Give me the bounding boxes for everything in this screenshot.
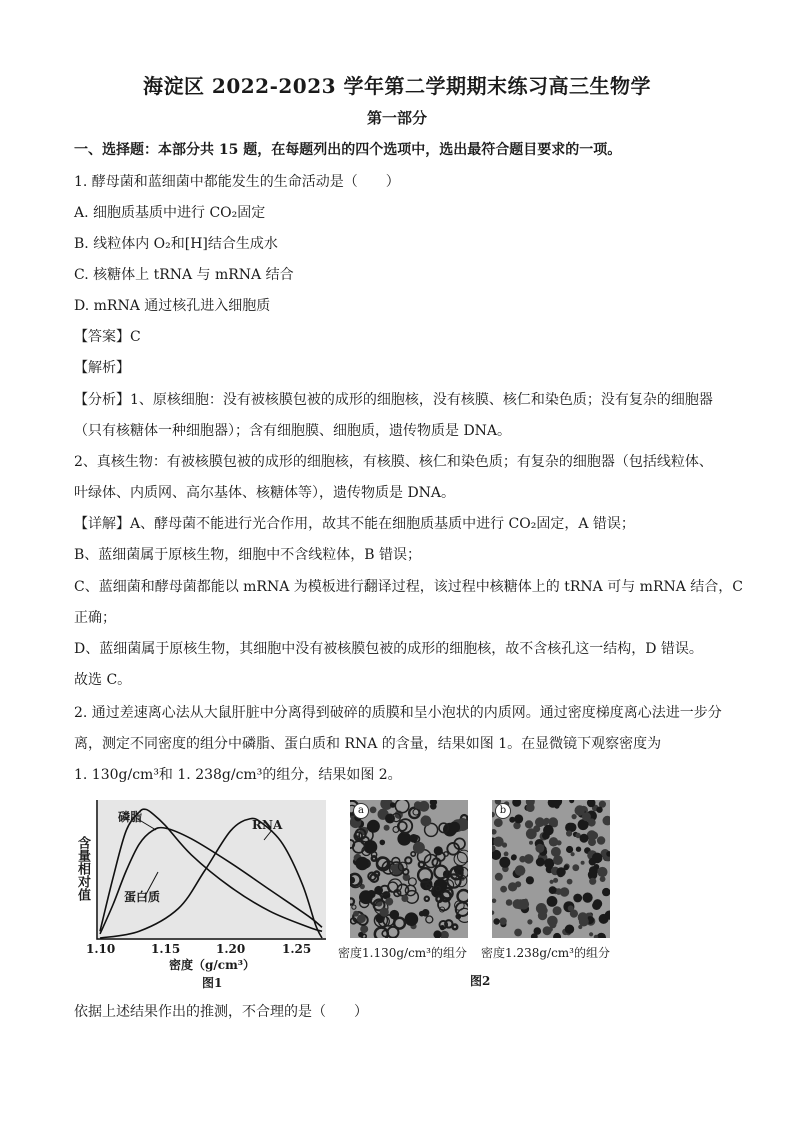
q2-stem-line: 离，测定不同密度的组分中磷脂、蛋白质和 RNA 的含量，结果如图 1。在显微镜下观察密度为 [74, 736, 662, 752]
x-axis-label: 密度（g/cm³） [169, 958, 256, 972]
vesicle-particle [449, 822, 460, 833]
vesicle-particle [360, 925, 368, 933]
vesicle-particle [409, 834, 418, 843]
vesicle-particle [592, 901, 601, 910]
vesicle-particle [564, 865, 569, 870]
vesicle-particle [500, 886, 507, 893]
vesicle-particle [588, 838, 596, 846]
analysis-line: 【分析】1、原核细胞：没有被核膜包被的成形的细胞核，没有核膜、核仁和染色质；没有复杂的细胞器 [74, 392, 713, 408]
vesicle-particle [583, 893, 593, 903]
vesicle-particle [515, 865, 526, 876]
vesicle-particle [495, 873, 503, 881]
vesicle-particle [589, 878, 596, 885]
vesicle-particle [434, 846, 443, 855]
vesicle-particle [493, 837, 503, 847]
vesicle-particle [504, 852, 509, 857]
q1-option-d: D. mRNA 通过核孔进入细胞质 [74, 298, 271, 314]
vesicle-particle [506, 899, 513, 906]
figure-1-caption: 图1 [202, 976, 223, 990]
vesicle-particle [535, 844, 544, 853]
vesicle-particle [524, 854, 534, 864]
detail-line: 故选 C。 [74, 672, 132, 688]
vesicle-particle [515, 899, 525, 909]
q1-stem: 1. 酵母菌和蓝细菌中都能发生的生命活动是（ ） [74, 174, 400, 190]
micrograph-a-badge: a [353, 803, 369, 819]
vesicle-particle [384, 825, 390, 831]
q1-analysis-tag: 【解析】 [74, 360, 130, 376]
vesicle-particle [353, 911, 359, 917]
vesicle-particle [596, 807, 602, 813]
vesicle-particle [358, 932, 364, 938]
micrograph-b-caption: 密度1.238g/cm³的组分 [481, 946, 610, 960]
detail-line: B、蓝细菌属于原核生物，细胞中不含线粒体，B 错误； [74, 547, 422, 563]
detail-line: D、蓝细菌属于原核生物，其细胞中没有被核膜包被的成形的细胞核，故不含核孔这一结构，D 错误。 [74, 641, 703, 657]
x-tick-label: 1.10 [86, 942, 116, 956]
x-tick-label: 1.20 [216, 942, 246, 956]
q1-answer [74, 327, 141, 347]
vesicle-particle [514, 929, 522, 937]
vesicle-particle [541, 907, 548, 914]
vesicle-particle [419, 911, 425, 917]
vesicle-particle [525, 820, 533, 828]
vesicle-particle [385, 898, 393, 906]
vesicle-particle [357, 914, 366, 923]
micrograph-b-badge: b [495, 803, 511, 819]
q1-option-b: B. 线粒体内 O₂和[H]结合生成水 [74, 236, 278, 252]
vesicle-particle [565, 925, 574, 934]
vesicle-particle [572, 814, 577, 819]
detail-line: 正确； [74, 610, 116, 626]
vesicle-particle [526, 876, 534, 884]
vesicle-particle [419, 801, 430, 812]
series-line-1 [100, 828, 322, 934]
vesicle-particle [499, 918, 506, 925]
vesicle-particle [575, 805, 585, 815]
q1-option-c: C. 核糖体上 tRNA 与 mRNA 结合 [74, 267, 294, 283]
q2-question: 依据上述结果作出的推测，不合理的是（ ） [74, 1004, 368, 1020]
vesicle-particle [560, 887, 569, 896]
micrograph-b-image [492, 800, 610, 938]
vesicle-particle [401, 895, 408, 902]
vesicle-particle [549, 886, 557, 894]
vesicle-particle [526, 803, 535, 812]
vesicle-particle [355, 857, 369, 871]
x-tick-label: 1.15 [151, 942, 181, 956]
micrograph-a-caption: 密度1.130g/cm³的组分 [338, 946, 467, 960]
vesicle-particle [380, 840, 386, 846]
analysis-line: （只有核糖体一种细胞器）；含有细胞膜、细胞质，遗传物质是 DNA。 [74, 423, 512, 439]
series-line-0 [100, 809, 322, 931]
vesicle-particle [549, 921, 556, 928]
vesicle-particle [544, 858, 554, 868]
vesicle-particle [397, 832, 411, 846]
vesicle-particle [390, 865, 396, 871]
vesicle-particle [494, 818, 503, 827]
vesicle-particle [580, 834, 589, 843]
vesicle-particle [549, 837, 558, 846]
vesicle-particle [581, 861, 585, 865]
page-title: 海淀区 2022-2023 学年第二学期期末练习高三生物学 [142, 74, 652, 98]
vesicle-particle [566, 830, 572, 836]
vesicle-particle [553, 855, 563, 865]
vesicle-particle [508, 882, 517, 891]
vesicle-particle [536, 858, 545, 867]
vesicle-particle [390, 910, 400, 920]
vesicle-particle [368, 824, 375, 831]
vesicle-particle [551, 847, 561, 857]
vesicle-particle [514, 814, 523, 823]
vesicle-particle [547, 896, 558, 907]
vesicle-particle [359, 890, 373, 904]
q1-option-a: A. 细胞质基质中进行 CO₂固定 [74, 205, 266, 221]
q2-stem-line: 1. 130g/cm³和 1. 238g/cm³的组分，结果如图 2。 [74, 767, 402, 783]
vesicle-particle [527, 919, 532, 924]
micrograph-b [492, 800, 610, 938]
q2-stem-line: 2. 通过差速离心法从大鼠肝脏中分离得到破碎的质膜和呈小泡状的内质网。通过密度梯度离心法进一步分 [74, 705, 722, 721]
vesicle-particle [589, 932, 593, 936]
vesicle-particle [511, 855, 517, 861]
micrograph-a-image [350, 800, 468, 938]
answer-tag: 【答案】 [74, 329, 130, 345]
part-heading: 第一部分 [366, 109, 427, 127]
answer-value: C [130, 329, 141, 345]
figure-1 [74, 798, 334, 988]
vesicle-particle [571, 852, 575, 856]
vesicle-particle [374, 886, 383, 895]
vesicle-particle [533, 825, 540, 832]
vesicle-particle [572, 864, 579, 871]
vesicle-particle [553, 906, 562, 915]
section-heading: 一、选择题：本部分共 15 题，在每题列出的四个选项中，选出最符合题目要求的一项。 [74, 142, 622, 158]
vesicle-particle [383, 802, 388, 807]
vesicle-particle [566, 846, 573, 853]
vesicle-particle [440, 925, 445, 930]
vesicle-particle [493, 918, 499, 924]
vesicle-particle [529, 841, 533, 845]
vesicle-particle [550, 880, 554, 884]
detail-line: C、蓝细菌和酵母菌都能以 mRNA 为模板进行翻译过程，该过程中核糖体上的 tRNA 可与 mRNA 结合，C [74, 579, 744, 595]
vesicle-particle [370, 807, 377, 814]
series-label-rna: RNA [252, 818, 283, 832]
vesicle-particle [553, 878, 558, 883]
vesicle-particle [573, 894, 582, 903]
vesicle-particle [380, 908, 389, 917]
series-label-protein: 蛋白质 [124, 890, 161, 904]
analysis-line: 叶绿体、内质网、高尔基体、核糖体等），遗传物质是 DNA。 [74, 485, 456, 501]
vesicle-particle [413, 842, 425, 854]
vesicle-particle [576, 847, 581, 852]
vesicle-particle [567, 879, 573, 885]
vesicle-particle [597, 867, 607, 877]
series-label-phospholipid: 磷脂 [118, 810, 143, 824]
figure-2-caption: 图2 [470, 974, 491, 988]
vesicle-particle [568, 905, 574, 911]
detail-line: 【详解】A、酵母菌不能进行光合作用，故其不能在细胞质基质中进行 CO₂固定，A 错误； [74, 516, 635, 532]
vesicle-particle [430, 803, 437, 810]
vesicle-particle [405, 912, 419, 926]
vesicle-particle [543, 825, 554, 836]
vesicle-particle [592, 853, 603, 864]
y-axis-label: 含量相对值 [75, 836, 90, 901]
micrograph-a [350, 800, 468, 938]
vesicle-particle [423, 815, 427, 819]
vesicle-particle [579, 917, 589, 927]
vesicle-particle [597, 836, 605, 844]
x-tick-label: 1.25 [282, 942, 312, 956]
analysis-line: 2、真核生物：有被核膜包被的成形的细胞核，有核膜、核仁和染色质；有复杂的细胞器（包括线粒体、 [74, 454, 713, 470]
vesicle-particle [499, 857, 510, 868]
